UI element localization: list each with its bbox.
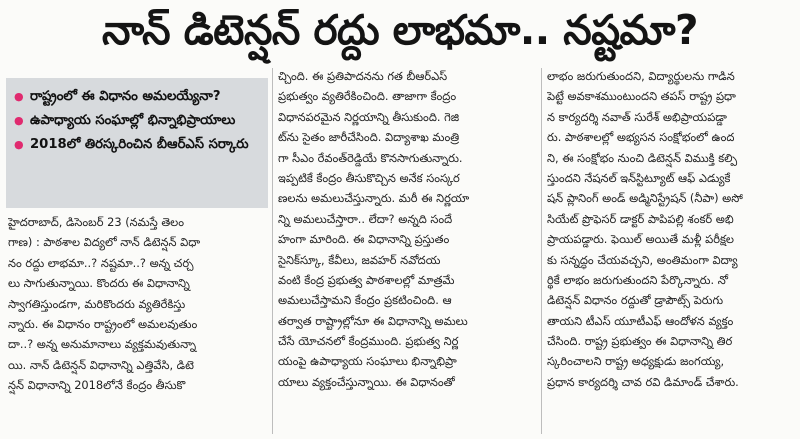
article-line: పెట్టే అవకాశముంటుందని తపస్ రాష్ట్ర ప్రధా [547,89,736,104]
article-line: చ్చింది. ఈ ప్రతిపాదనను గత బీఆర్ఎస్ [278,69,448,83]
article-line: యంపై ఉపాధ్యాయ సంఘాలు భిన్నాభిప్రా [278,354,457,369]
article-line: రు. పాఠశాలల్లో అభ్యసన సంక్షోభంలో ఉంద [547,130,735,145]
article-line: షన్ ప్లానింగ్ అండ్ అడ్మినిస్ట్రేషన్ (నీపా) అసో [547,191,743,206]
article-line: లు సాగుతున్నాయి. కొందరు ఈ విధానాన్ని [8,276,190,291]
bullet-icon: ● [14,138,24,151]
article-line: ప్రాయపడ్డారు. ఫెయిల్ అయితే మళ్లీ పరీక్షల [547,232,734,247]
article-line: ఇప్పటికే కేంద్రం తీసుకొచ్చిన అనేక సంస్కర [278,170,460,185]
highlight-item [14,111,260,130]
article-line: స్కరించాలని రాష్ట్ర అధ్యక్షుడు జంగయ్య, [547,354,725,369]
article-line: నం రద్దు లాభమా..? నష్టమా..? అన్న చర్చ [8,255,194,270]
column-divider [541,68,542,434]
article-line: ట్‌ను సైతం జారీచేసింది. విద్యాశాఖ మంత్రి [278,130,460,145]
article-line: యాలు వ్యక్తంచేస్తున్నాయి. ఈ విధానంతో [278,374,455,389]
article-line: యి. నాన్ డిటెన్షన్ విధానాన్ని ఎత్తివేసి, డిటె [8,357,194,372]
column-divider [272,68,273,434]
article-line: ప్రధాన కార్యదర్శి చావ రవి డిమాండ్ చేశారు. [547,374,739,389]
article-line: ని, ఈ సంక్షోభం నుంచి డిటెన్షన్ విముక్తి కల్పి [547,150,738,165]
article-line: న్షన్ విధానాన్ని 2018లోనే కేంద్రం తీసుకొ [8,378,186,393]
article-line: హంగా మారింది. ఈ విధానాన్ని ప్రస్తుతం [278,232,450,247]
headline: నాన్ డిటెన్షన్ రద్దు లాభమా.. నష్టమా? [102,6,698,54]
article-line: ర్థికే లాభం జరుగుతుందని పేర్కొన్నారు. నో [547,272,728,287]
article-line: తాయని టీఎస్ యూటీఎఫ్ ఆందోళన వ్యక్తం [547,313,734,328]
highlight-text: ఉపాధ్యాయ సంఘాల్లో భిన్నాభిప్రాయాలు [30,113,236,128]
article-line: దా..? అన్న అనుమానాలు వ్యక్తమవుతున్నా [8,337,197,352]
article-line: అమలుచేస్తామని కేంద్రం ప్రకటించింది. ఆ [278,293,452,308]
bullet-icon: ● [14,114,24,127]
article-line: గాణ) : పాఠశాల విద్యలో నాన్ డిటెన్షన్ విధా [8,235,201,250]
highlights-box [6,78,268,208]
article-line: చేసింది. రాష్ట్ర ప్రభుత్వం ఈ విధానాన్ని తిర [547,334,733,349]
article-column-1 [8,212,270,396]
article-line: ణలను అమలుచేస్తున్నారు. మరీ ఈ నిర్ణయా [278,191,470,206]
article-line: చేసే యోచనలో కేంద్రముంది. ప్రభుత్వ నిర్ణ [278,334,459,349]
article-line: స్తుందని నేషనల్ ఇన్‌స్టిట్యూట్ ఆఫ్ ఎడ్యుకే [547,170,731,185]
article-column-3 [547,66,797,392]
highlight-item [14,135,260,154]
article-line: విధానపరమైన నిర్ణయాన్ని తీసుకుంది. గెజి [278,109,460,124]
article-line: తర్వాత రాష్ట్రాల్లోనూ ఈ విధానాన్ని అమలు [278,313,468,328]
highlight-item [14,87,260,106]
article-line: న్నారు. ఈ విధానం రాష్ట్రంలో అమలవుతుం [8,316,198,331]
article-line: డిటెన్షన్ విధానం రద్దుతో డ్రాపౌట్స్ పెరుగు [547,293,724,308]
article-line: వంటి కేంద్ర ప్రభుత్వ పాఠశాలల్లో మాత్రమే [278,272,455,287]
highlight-text: రాష్ట్రంలో ఈ విధానం అమలయ్యేనా? [30,89,221,104]
bullet-icon: ● [14,90,24,103]
article-line: హైదరాబాద్, డిసెంబర్ 23 (నమస్తే తెలం [8,215,185,229]
article-line: గా సీఎం రేవంత్‌రెడ్డియే కొనసాగుతున్నారు. [278,150,463,165]
article-column-2 [278,66,538,392]
article-line: సైనిక్‌స్కూ, కేవీలు, జవహర్ నవోదయ [278,252,441,267]
article-line: కు సన్నద్ధం చేయవచ్చని, అంతిమంగా విద్యా [547,252,738,267]
highlight-text: 2018లో తిరస్కరించిన బీఆర్ఎస్ సర్కారు [30,137,249,152]
article-line: న్ని అమలుచేస్తారా.. లేదా? అన్నది సందే [278,211,453,226]
article-line: న కార్యదర్శి నవాత్ సురేశ్ అభిప్రాయపడ్డా [547,109,727,124]
article-line: స్వాగతిస్తుండగా, మరికొందరు వ్యతిరేకిస్తు [8,296,186,311]
article-line: సియేట్ ప్రొఫెసర్ డాక్టర్ పాపిపల్లి శంకర్ అభి [547,211,734,226]
article-line: లాభం జరుగుతుందని, విద్యార్థులను గాడిన [547,69,735,83]
article-line: ప్రభుత్వం వ్యతిరేకించింది. తాజాగా కేంద్రం [278,89,457,104]
